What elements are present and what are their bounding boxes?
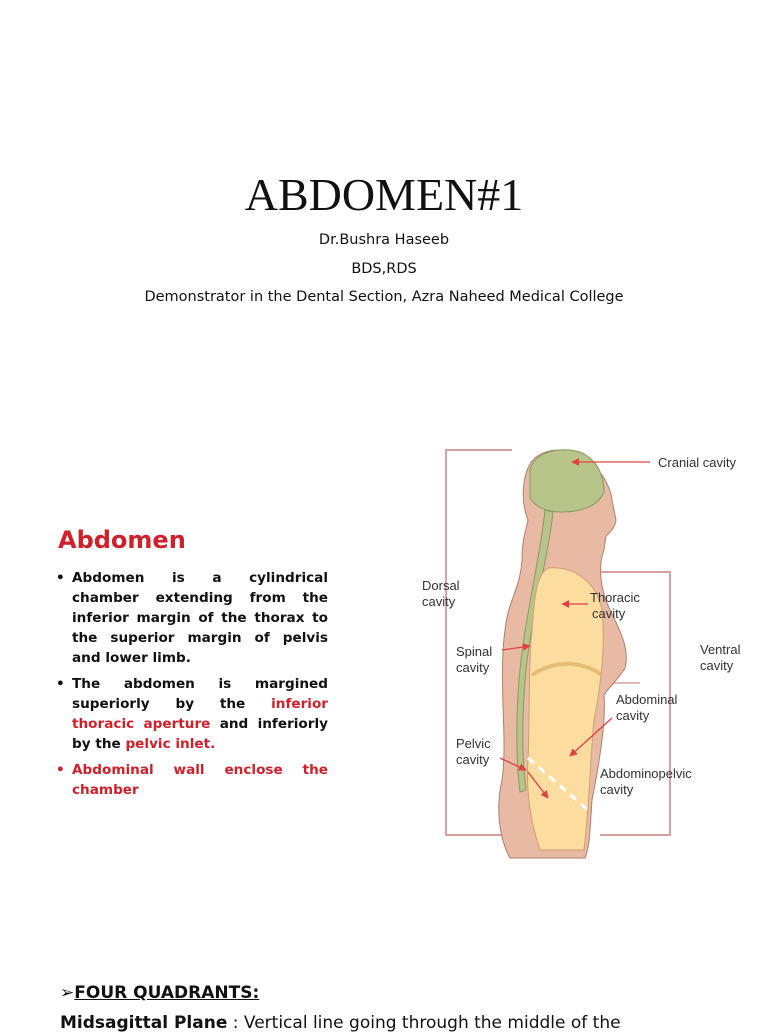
bullet-text: Abdomen is a cylindrical chamber extending from the inferior margin of the thorax to the superior margin of pelvis and lower limb. [72,570,328,666]
label-abdominal-cavity-2: cavity [616,708,650,723]
bullet-marker: • [56,676,65,692]
label-ventral-cavity: Ventral [700,642,741,657]
label-ventral-cavity-2: cavity [700,658,734,673]
label-spinal-cavity: Spinal [456,644,493,659]
label-abdominopelvic-cavity-2: cavity [600,782,634,797]
panel-heading: Abdomen [58,526,186,554]
bullet-text: The abdomen is margined superiorly by the inferior thoracic aperture and inferiorly by the pelvic inlet. [72,676,328,752]
label-pelvic-cavity: Pelvic [456,736,491,751]
label-cranial-cavity: Cranial cavity [658,455,737,470]
cutoff-text-line: Midsagittal Plane : Vertical line going through the middle of the [60,1013,621,1033]
author-name: Dr.Bushra Haseeb [318,232,450,248]
label-abdominopelvic-cavity: Abdominopelvic [600,766,692,781]
bullet-marker: • [56,570,65,586]
label-thoracic-cavity: Thoracic [590,590,640,605]
section-heading: ➢FOUR QUADRANTS: [60,983,260,1003]
label-dorsal-cavity-2: cavity [422,594,456,609]
label-pelvic-cavity-2: cavity [456,752,490,767]
arrow-marker-icon: ➢ [60,983,75,1003]
document-title: ABDOMEN#1 [244,169,524,220]
cranial-cavity [530,450,604,512]
bullet-text: Abdominal wall enclose the chamber [72,762,328,798]
author-degrees: BDS,RDS [351,261,417,277]
term-inferior-thoracic-aperture: inferior thoracic aperture [72,696,328,732]
label-dorsal-cavity: Dorsal [422,578,460,593]
term-pelvic-inlet: pelvic inlet. [125,736,216,752]
label-thoracic-cavity-2: cavity [592,606,626,621]
label-abdominal-cavity: Abdominal [616,692,678,707]
author-position: Demonstrator in the Dental Section, Azra Naheed Medical College [144,289,624,305]
bullet-marker: • [56,762,65,778]
label-spinal-cavity-2: cavity [456,660,490,675]
